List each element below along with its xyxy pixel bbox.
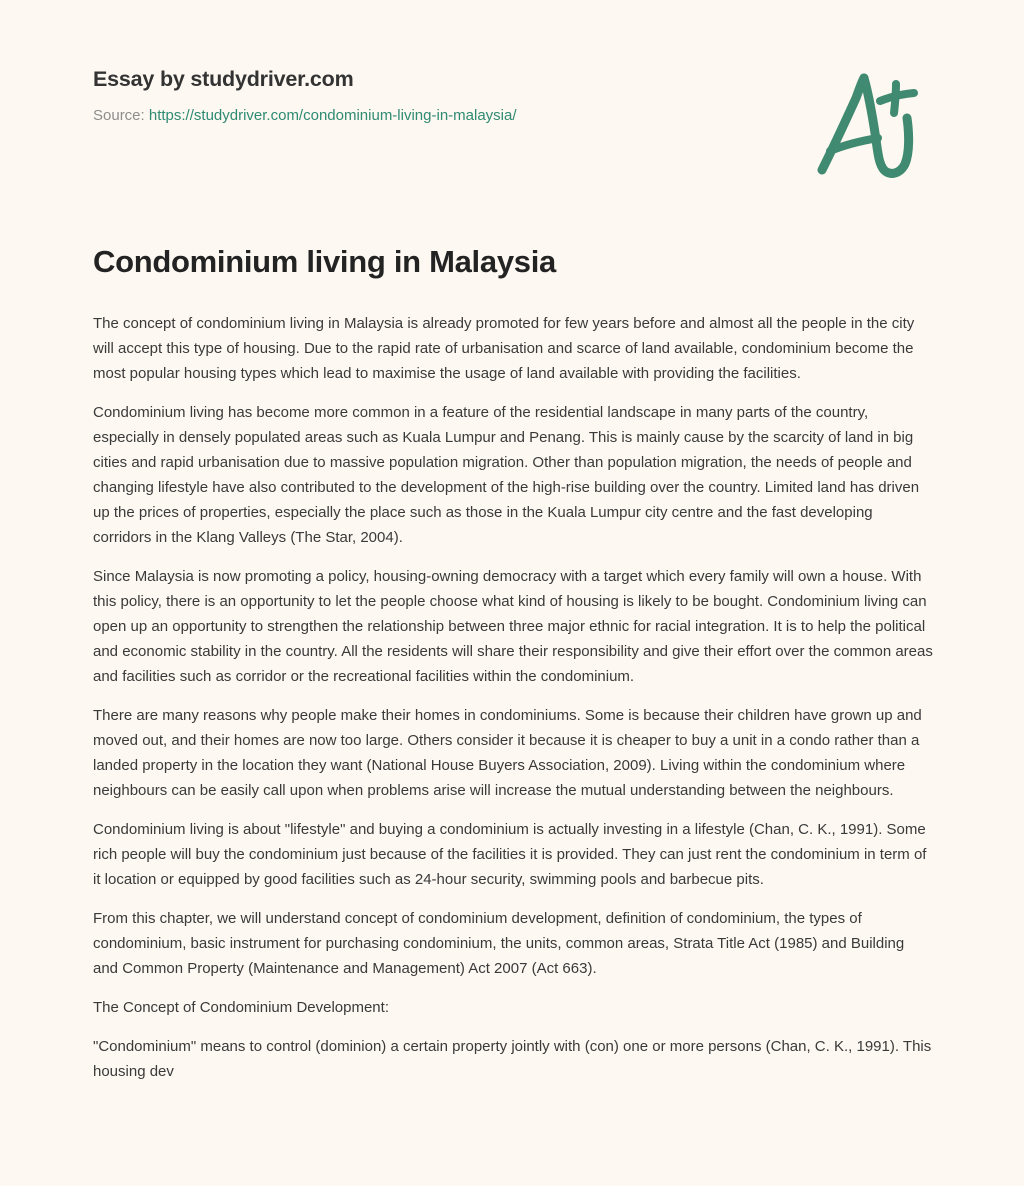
paragraph: There are many reasons why people make their homes in condominiums. Some is because their children have grown up and moved out, and their homes are now too large. Others consider it because it is cheaper to buy a unit in a condo rather than a landed property in the location they want (National House Buyers Association, 2009). Living within the condominium where neighbours can be easily call upon when problems arise will increase the mutual understanding between the neighbours.: [93, 707, 922, 799]
studydriver-a-plus-logo-icon: [806, 66, 926, 184]
essay-body: [93, 311, 933, 1084]
paragraph: The concept of condominium living in Malaysia is already promoted for few years before and almost all the people in the city will accept this type of housing. Due to the rapid rate of urbanisation and scarce of land available, condominium become the most popular housing types which lead to maximise the usage of land available with providing the facilities.: [93, 315, 915, 382]
byline: Essay by studydriver.com: [93, 67, 354, 91]
source-label: Source:: [93, 106, 145, 124]
paragraph: Condominium living is about "lifestyle" and buying a condominium is actually investing in a lifestyle (Chan, C. K., 1991). Some rich people will buy the condominium just because of the facilities it is provided. They can just rent the condominium in term of it location or equipped by good facilities such as 24-hour security, swimming pools and barbecue pits.: [93, 821, 927, 888]
paragraph: From this chapter, we will understand concept of condominium development, definition of condominium, the types of condominium, basic instrument for purchasing condominium, the units, common areas, Strata Title Act (1985) and Building and Common Property (Maintenance and Management) Act 2007 (Act 663).: [93, 910, 905, 977]
page-title: Condominium living in Malaysia: [93, 244, 556, 279]
paragraph: Condominium living has become more common in a feature of the residential landscape in many parts of the country, especially in densely populated areas such as Kuala Lumpur and Penang. This is mainly cause by the scarcity of land in big cities and rapid urbanisation due to massive population migration. Other than population migration, the needs of people and changing lifestyle have also contributed to the development of the high-rise building over the country. Limited land has driven up the prices of properties, especially the place such as those in the Kuala Lumpur city centre and the fast developing corridors in the Klang Valleys (The Star, 2004).: [93, 404, 920, 546]
paragraph: Since Malaysia is now promoting a policy, housing-owning democracy with a target which every family will own a house. With this policy, there is an opportunity to let the people choose what kind of housing is likely to be bought. Condominium living can open up an opportunity to strengthen the relationship between three major ethnic for racial integration. It is to help the political and economic stability in the country. All the residents will share their responsibility and give their effort over the common areas and facilities such as corridor or the recreational facilities within the condominium.: [93, 568, 933, 685]
section-heading: The Concept of Condominium Development:: [93, 999, 389, 1016]
source-url-link[interactable]: https://studydriver.com/condominium-living-in-malaysia/: [148, 106, 517, 124]
paragraph-truncated: "Condominium" means to control (dominion) a certain property jointly with (con) one or more persons (Chan, C. K., 1991). This housing dev: [93, 1038, 932, 1080]
